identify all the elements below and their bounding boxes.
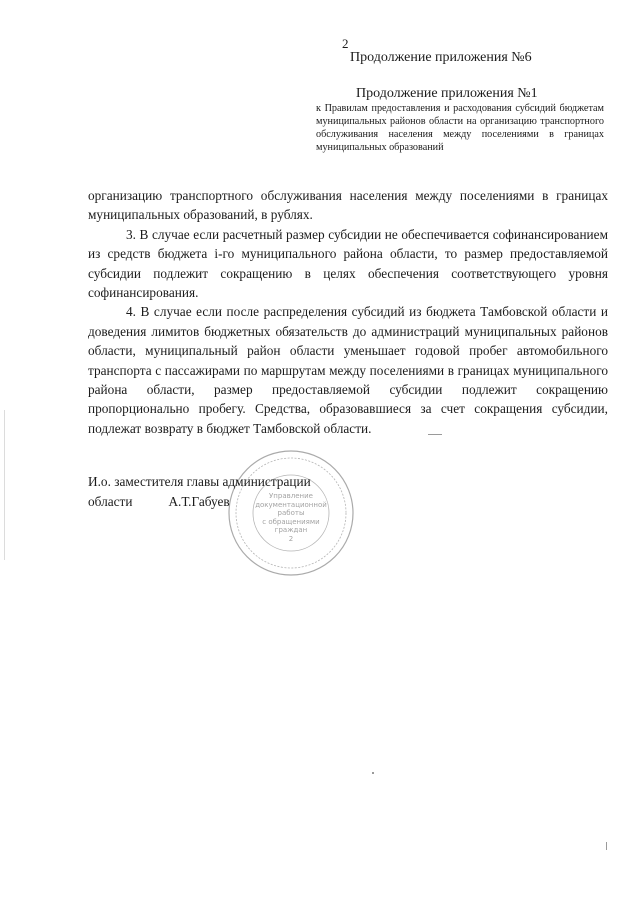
- signatory-name: А.Т.Габуев: [168, 493, 230, 509]
- scan-mark: [428, 434, 442, 435]
- scan-mark: [606, 842, 607, 850]
- stamp-line: документационной: [255, 500, 327, 509]
- paragraph-3: 3. В случае если расчетный размер субсидии не обеспечивается софинансированием из средств бюджета i-го муниципального района области, то размер предоставляемой субсидии подлежит сокращению в целях обеспечения соответствующего уровня софинансирования.: [88, 226, 608, 301]
- scan-mark: [4, 410, 5, 560]
- paragraph-continuation: организацию транспортного обслуживания населения между поселениями в границах муниципальных образований, в рублях.: [88, 188, 608, 223]
- signatory-region: области: [88, 493, 133, 509]
- stamp-line: 2: [288, 534, 294, 543]
- appendix-6-caption: Продолжение приложения №6: [350, 50, 532, 65]
- paragraph-4: 4. В случае если после распределения субсидий из бюджета Тамбовской области и доведения лимитов бюджетных обязательств до администраций муниципальных районов области, муниципальный район области уменьшает годовой пробег автомобильного транспорта с пассажирами по маршрутам между поселениями в границах муниципального района области, размер предоставляемой субсидии подлежит сокращению пропорционально пробегу. Средства, образовавшиеся за счет сокращения субсидии, подлежат возврату в бюджет Тамбовской области.: [88, 304, 608, 436]
- body-text: [88, 186, 608, 438]
- signature-block: [88, 472, 311, 511]
- stamp-line: Управление: [269, 492, 313, 500]
- signatory-position: И.о. заместителя главы администрации: [88, 474, 311, 489]
- scan-mark: [372, 772, 374, 774]
- signatory-line: [88, 492, 311, 512]
- appendix-1-caption: Продолжение приложения №1: [356, 86, 538, 101]
- page-number: 2: [342, 36, 349, 51]
- stamp-line: граждан: [274, 526, 308, 534]
- rules-reference: к Правилам предоставления и расходования субсидий бюджетам муниципальных районов области на организацию транспортного обслуживания населения между поселениями в границах муниципальных образований: [316, 103, 604, 153]
- official-stamp: [226, 448, 356, 578]
- stamp-line: работы: [277, 509, 305, 517]
- stamp-line: с обращениями: [262, 517, 320, 526]
